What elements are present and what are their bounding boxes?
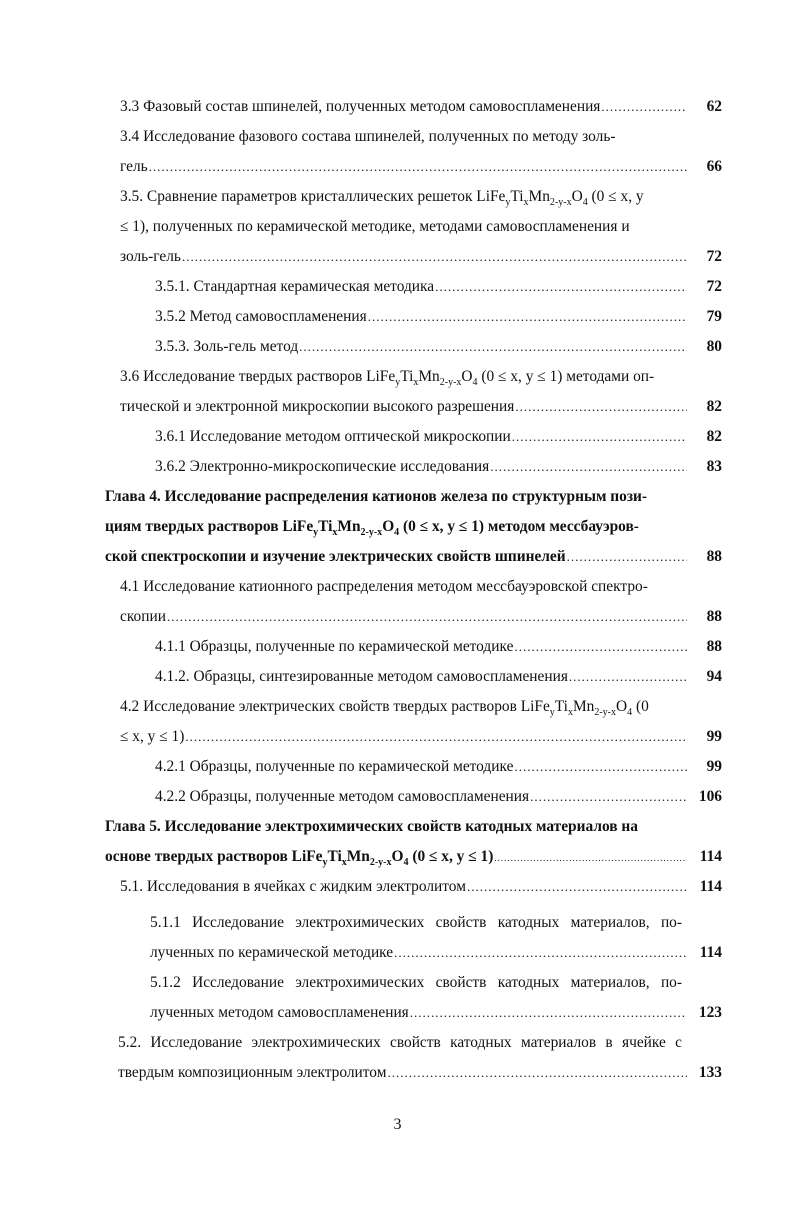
- toc-leader-dots: [514, 756, 687, 778]
- formula-part: основе твердых растворов LiFe: [105, 848, 323, 865]
- formula-part: O: [382, 518, 395, 535]
- toc-entry-text: 4.1.2. Образцы, синтезированные методом самовоспламенения: [155, 668, 568, 685]
- toc-entry-text: золь-гель: [120, 248, 181, 265]
- toc-chapter-5-cont[interactable]: [105, 846, 690, 868]
- toc-entry-4-2-cont[interactable]: [120, 726, 690, 748]
- toc-entry-text: 4.2.2 Образцы, полученные методом самовоспламенения: [155, 788, 530, 805]
- toc-entry-3-5-cont[interactable]: [120, 216, 630, 238]
- toc-entry-text: твердым композиционным электролитом: [118, 1064, 387, 1081]
- toc-entry-text: Глава 4. Исследование распределения катионов железа по структурным пози-: [105, 488, 648, 505]
- page-number-footer: 3: [393, 1116, 402, 1133]
- toc-page-number: 83: [706, 458, 722, 475]
- toc-leader-dots: [185, 726, 687, 748]
- toc-entry-3-4[interactable]: [120, 126, 615, 148]
- formula-sub: x: [341, 857, 347, 869]
- formula-part: циям твердых растворов LiFe: [105, 518, 314, 535]
- formula-sub: 2-y-x: [549, 197, 572, 209]
- toc-entry-4-2-1[interactable]: [155, 756, 690, 778]
- toc-page-number: 82: [706, 398, 722, 415]
- toc-entry-text: 3.6.1 Исследование методом оптической микроскопии: [155, 428, 511, 445]
- formula-part: Mn: [528, 188, 550, 205]
- formula-sub: 2-y-x: [439, 377, 462, 389]
- formula-sub: 4: [472, 377, 478, 389]
- toc-page-number: 114: [699, 944, 722, 961]
- formula-sub: y: [505, 197, 511, 209]
- toc-leader-dots: [494, 847, 687, 869]
- formula-part: 4.2 Исследование электрических свойств твердых растворов LiFe: [120, 698, 550, 715]
- formula-sub: 4: [394, 527, 400, 539]
- toc-entry-4-2-2[interactable]: [155, 786, 690, 808]
- toc-page-number: 99: [706, 758, 722, 775]
- toc-page-number: 123: [698, 1004, 722, 1021]
- toc-entry-text: 4.1 Исследование катионного распределения методом мессбауэровской спектро-: [120, 578, 648, 595]
- toc-leader-dots: [467, 876, 687, 898]
- toc-entry-text: 3.3 Фазовый состав шпинелей, полученных методом самовоспламенения: [120, 98, 601, 115]
- toc-entry-text: 5.1.1 Исследование электрохимических свойств катодных материалов, по-: [150, 914, 682, 931]
- toc-leader-dots: [514, 636, 687, 658]
- toc-leader-dots: [394, 942, 687, 964]
- formula-part: O: [571, 188, 583, 205]
- formula-part: (0 ≤ x, y: [587, 188, 644, 205]
- toc-page-number: 88: [706, 608, 722, 625]
- formula-sub: 4: [582, 197, 588, 209]
- formula-part: Ti: [318, 518, 333, 535]
- toc-entry-3-3[interactable]: [120, 96, 690, 118]
- toc-entry-4-2[interactable]: [120, 696, 649, 718]
- toc-chapter-5[interactable]: [105, 816, 638, 838]
- toc-entry-text: лученных по керамической методике: [150, 944, 394, 961]
- toc-entry-text: 4.2.1 Образцы, полученные по керамической методике: [155, 758, 514, 775]
- formula-sub: y: [395, 377, 401, 389]
- toc-entry-text: лученных методом самовоспламенения: [150, 1004, 409, 1021]
- toc-entry-text: 4.1.1 Образцы, полученные по керамической методике: [155, 638, 514, 655]
- formula-part: (0 ≤ x, y ≤ 1): [408, 848, 494, 865]
- toc-page-number: 106: [698, 788, 722, 805]
- toc-entry-5-1-1-cont[interactable]: [150, 942, 690, 964]
- toc-leader-dots: [167, 606, 687, 628]
- toc-leader-dots: [515, 396, 687, 418]
- toc-leader-dots: [182, 246, 687, 268]
- toc-leader-dots: [410, 1002, 687, 1024]
- toc-entry-3-5-2[interactable]: [155, 306, 690, 328]
- formula-sub: 4: [403, 857, 409, 869]
- toc-leader-dots: [490, 456, 687, 478]
- toc-chapter-4-cont[interactable]: [105, 516, 639, 538]
- toc-page-number: 66: [706, 158, 722, 175]
- toc-entry-4-1-1[interactable]: [155, 636, 690, 658]
- toc-entry-text: гель: [120, 158, 148, 175]
- formula-part: Mn: [337, 518, 361, 535]
- formula-part: O: [391, 848, 404, 865]
- toc-entry-text: ≤ x, y ≤ 1): [120, 728, 185, 745]
- formula-sub: y: [549, 707, 555, 719]
- formula-part: (0: [632, 698, 649, 715]
- formula-sub: y: [322, 857, 328, 869]
- formula-part: (0 ≤ x, y ≤ 1) методами оп-: [477, 368, 655, 385]
- toc-entry-text: 5.2. Исследование электрохимических свойств катодных материалов в ячейке с: [118, 1034, 682, 1051]
- toc-page-number: 99: [706, 728, 722, 745]
- toc-leader-dots: [567, 546, 687, 568]
- toc-chapter-4-cont2[interactable]: [105, 546, 690, 568]
- toc-entry-4-1[interactable]: [120, 576, 648, 598]
- formula-sub: x: [413, 377, 419, 389]
- toc-leader-dots: [149, 156, 687, 178]
- toc-page-number: 88: [706, 548, 722, 565]
- toc-page-number: 72: [706, 248, 722, 265]
- formula-sub: x: [332, 527, 338, 539]
- formula-sub: x: [567, 707, 573, 719]
- toc-entry-5-1-1[interactable]: [150, 912, 682, 934]
- toc-leader-dots: [530, 786, 687, 808]
- toc-page-number: 88: [706, 638, 722, 655]
- toc-leader-dots: [387, 1062, 687, 1084]
- toc-entry-3-5-cont2[interactable]: [120, 246, 690, 268]
- toc-entry-text: 5.1. Исследования в ячейках с жидким электролитом: [120, 878, 466, 895]
- toc-page-number: 72: [706, 278, 722, 295]
- toc-page-number: 79: [706, 308, 722, 325]
- toc-entry-text: 3.6.2 Электронно-микроскопические исследования: [155, 458, 490, 475]
- toc-entry-5-1[interactable]: [120, 876, 690, 898]
- toc-entry-5-1-2[interactable]: [150, 972, 682, 994]
- toc-entry-3-5-3[interactable]: [155, 336, 690, 358]
- toc-entry-5-2-cont[interactable]: [118, 1062, 690, 1084]
- toc-entry-text: Глава 5. Исследование электрохимических свойств катодных материалов на: [105, 818, 638, 835]
- toc-entry-text: тической и электронной микроскопии высокого разрешения: [120, 398, 515, 415]
- toc-entry-5-1-2-cont[interactable]: [150, 1002, 690, 1024]
- toc-entry-text: [105, 846, 493, 868]
- formula-part: Mn: [572, 698, 595, 715]
- toc-entry-3-6-2[interactable]: [155, 456, 690, 478]
- formula-sub: 2-y-x: [369, 857, 392, 869]
- formula-part: Mn: [418, 368, 440, 385]
- formula-sub: 2-y-x: [360, 527, 383, 539]
- toc-leader-dots: [512, 426, 687, 448]
- toc-page-number: 114: [699, 878, 722, 895]
- toc-page-number: 133: [698, 1064, 722, 1081]
- toc-entry-4-1-2[interactable]: [155, 666, 690, 688]
- formula-part: Ti: [554, 698, 568, 715]
- toc-leader-dots: [601, 96, 687, 118]
- toc-chapter-4[interactable]: [105, 486, 647, 508]
- toc-entry-5-2[interactable]: [118, 1032, 682, 1054]
- toc-entry-text: 3.4 Исследование фазового состава шпинелей, полученных по методу золь-: [120, 128, 616, 145]
- toc-page-number: 94: [706, 668, 722, 685]
- toc-page-number: 80: [706, 338, 722, 355]
- toc-entry-4-1-cont[interactable]: [120, 606, 690, 628]
- toc-entry-text: 3.5.2 Метод самовоспламенения: [155, 308, 367, 325]
- toc-entry-3-6-1[interactable]: [155, 426, 690, 448]
- toc-page-number: 62: [706, 98, 722, 115]
- formula-sub: y: [313, 527, 319, 539]
- formula-part: Ti: [327, 848, 342, 865]
- formula-part: (0 ≤ x, y ≤ 1) методом мессбауэров-: [399, 518, 639, 535]
- toc-entry-3-6[interactable]: [120, 366, 654, 388]
- toc-entry-text: скопии: [120, 608, 166, 625]
- toc-entry-text: 5.1.2 Исследование электрохимических свойств катодных материалов, по-: [150, 974, 682, 991]
- formula-part: Ti: [400, 368, 414, 385]
- formula-sub: 2-y-x: [594, 707, 616, 719]
- toc-leader-dots: [368, 306, 687, 328]
- toc-entry-text: ≤ 1), полученных по керамической методике, методами самовоспламенения и: [120, 218, 630, 235]
- toc-leader-dots: [435, 276, 687, 298]
- toc-entry-3-5-1[interactable]: [155, 276, 690, 298]
- toc-entry-text: 3.5.1. Стандартная керамическая методика: [155, 278, 435, 295]
- toc-entry-3-4-cont[interactable]: [120, 156, 690, 178]
- formula-sub: 4: [627, 707, 633, 719]
- toc-page-number: 82: [706, 428, 722, 445]
- formula-part: 3.5. Сравнение параметров кристаллических решеток LiFe: [120, 188, 506, 205]
- formula-part: O: [461, 368, 473, 385]
- formula-part: O: [616, 698, 628, 715]
- toc-page-number: 114: [699, 848, 722, 865]
- formula-part: 3.6 Исследование твердых растворов LiFe: [120, 368, 396, 385]
- toc-leader-dots: [569, 666, 687, 688]
- toc-entry-text: 3.5.3. Золь-гель метод: [155, 338, 299, 355]
- formula-part: Mn: [346, 848, 370, 865]
- toc-entry-3-6-cont[interactable]: [120, 396, 690, 418]
- toc-leader-dots: [299, 336, 687, 358]
- formula-sub: x: [523, 197, 529, 209]
- formula-part: Ti: [510, 188, 524, 205]
- toc-entry-text: ской спектроскопии и изучение электрических свойств шпинелей: [105, 548, 566, 565]
- toc-entry-3-5[interactable]: [120, 186, 644, 208]
